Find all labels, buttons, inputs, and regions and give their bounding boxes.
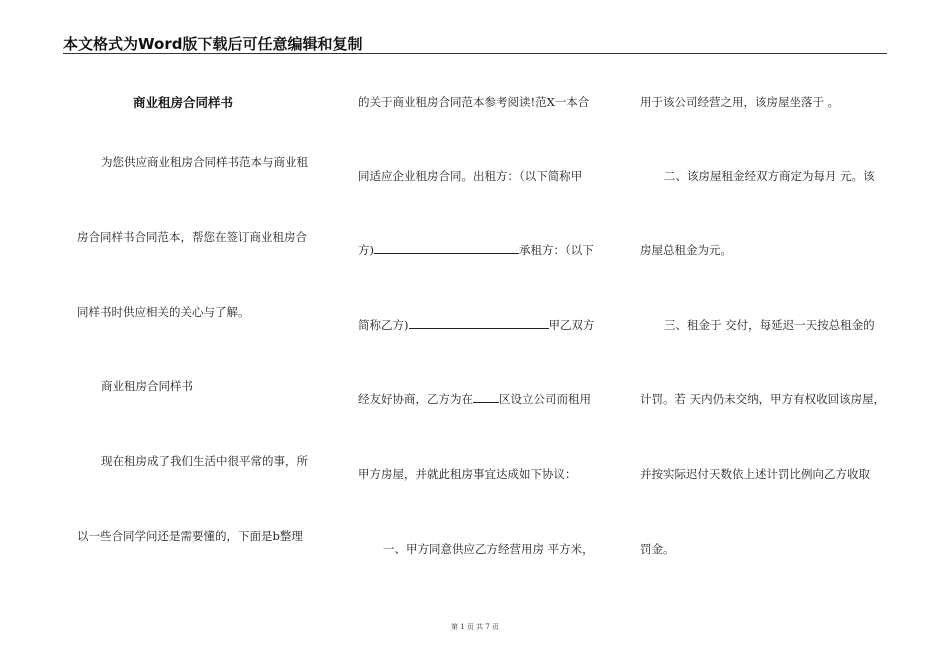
- page-number: 第 1 页 共 7 页: [450, 623, 500, 631]
- header-divider: [63, 53, 887, 54]
- col2-line-5: [358, 392, 591, 406]
- col2-line-3b: 承租方：（以下: [519, 243, 594, 257]
- col2-line-6: 甲方房屋，并就此租房事宜达成如下协议：: [358, 467, 577, 481]
- col2-line-5a: 经友好协商，乙方为在: [358, 392, 473, 406]
- col3-line-3: 房屋总租金为元。: [640, 243, 732, 257]
- lessee-blank: [409, 318, 549, 329]
- col2-line-1: 的关于商业租房合同范本参考阅读!范X一本合: [358, 95, 590, 109]
- col2-line-4: [358, 318, 595, 332]
- col2-line-4b: 甲乙双方: [548, 318, 595, 332]
- header-title: 本文格式为Word版下载后可任意编辑和复制: [63, 35, 363, 53]
- col2-line-3: [358, 243, 594, 257]
- col1-line-1: 为您供应商业租房合同样书范本与商业租: [101, 155, 308, 169]
- col2-line-2: 同适应企业租房合同。出租方：（以下简称甲: [358, 169, 583, 183]
- document-title: 商业租房合同样书: [133, 95, 234, 110]
- col3-line-5: 计罚。若 天内仍未交纳，甲方有权收回该房屋，: [640, 392, 886, 406]
- col1-line-2: 房合同样书合同范本，帮您在签订商业租房合: [77, 230, 307, 244]
- col2-line-5b: 区设立公司而租用: [499, 392, 591, 406]
- col2-line-7: 一、甲方同意供应乙方经营用房 平方米，: [383, 542, 594, 556]
- lessor-blank: [374, 243, 519, 254]
- col2-line-3a: 方): [358, 243, 374, 257]
- col3-line-1: 用于该公司经营之用，该房屋坐落于 。: [640, 95, 840, 109]
- col2-line-4a: 简称乙方): [358, 318, 409, 332]
- col1-line-5: 现在租房成了我们生活中很平常的事，所: [101, 454, 308, 468]
- col1-subheading: 商业租房合同样书: [101, 379, 193, 393]
- district-blank: [473, 392, 499, 403]
- col1-line-3: 同样书时供应相关的关心与了解。: [77, 305, 250, 319]
- col3-line-6: 并按实际迟付天数依上述计罚比例向乙方收取: [640, 467, 870, 481]
- col3-line-2: 二、该房屋租金经双方商定为每月 元。该: [664, 169, 875, 183]
- col1-line-6: 以一些合同学问还是需要懂的，下面是b整理: [77, 529, 303, 543]
- col3-line-7: 罚金。: [640, 542, 675, 556]
- col3-line-4: 三、租金于 交付，每延迟一天按总租金的: [664, 318, 875, 332]
